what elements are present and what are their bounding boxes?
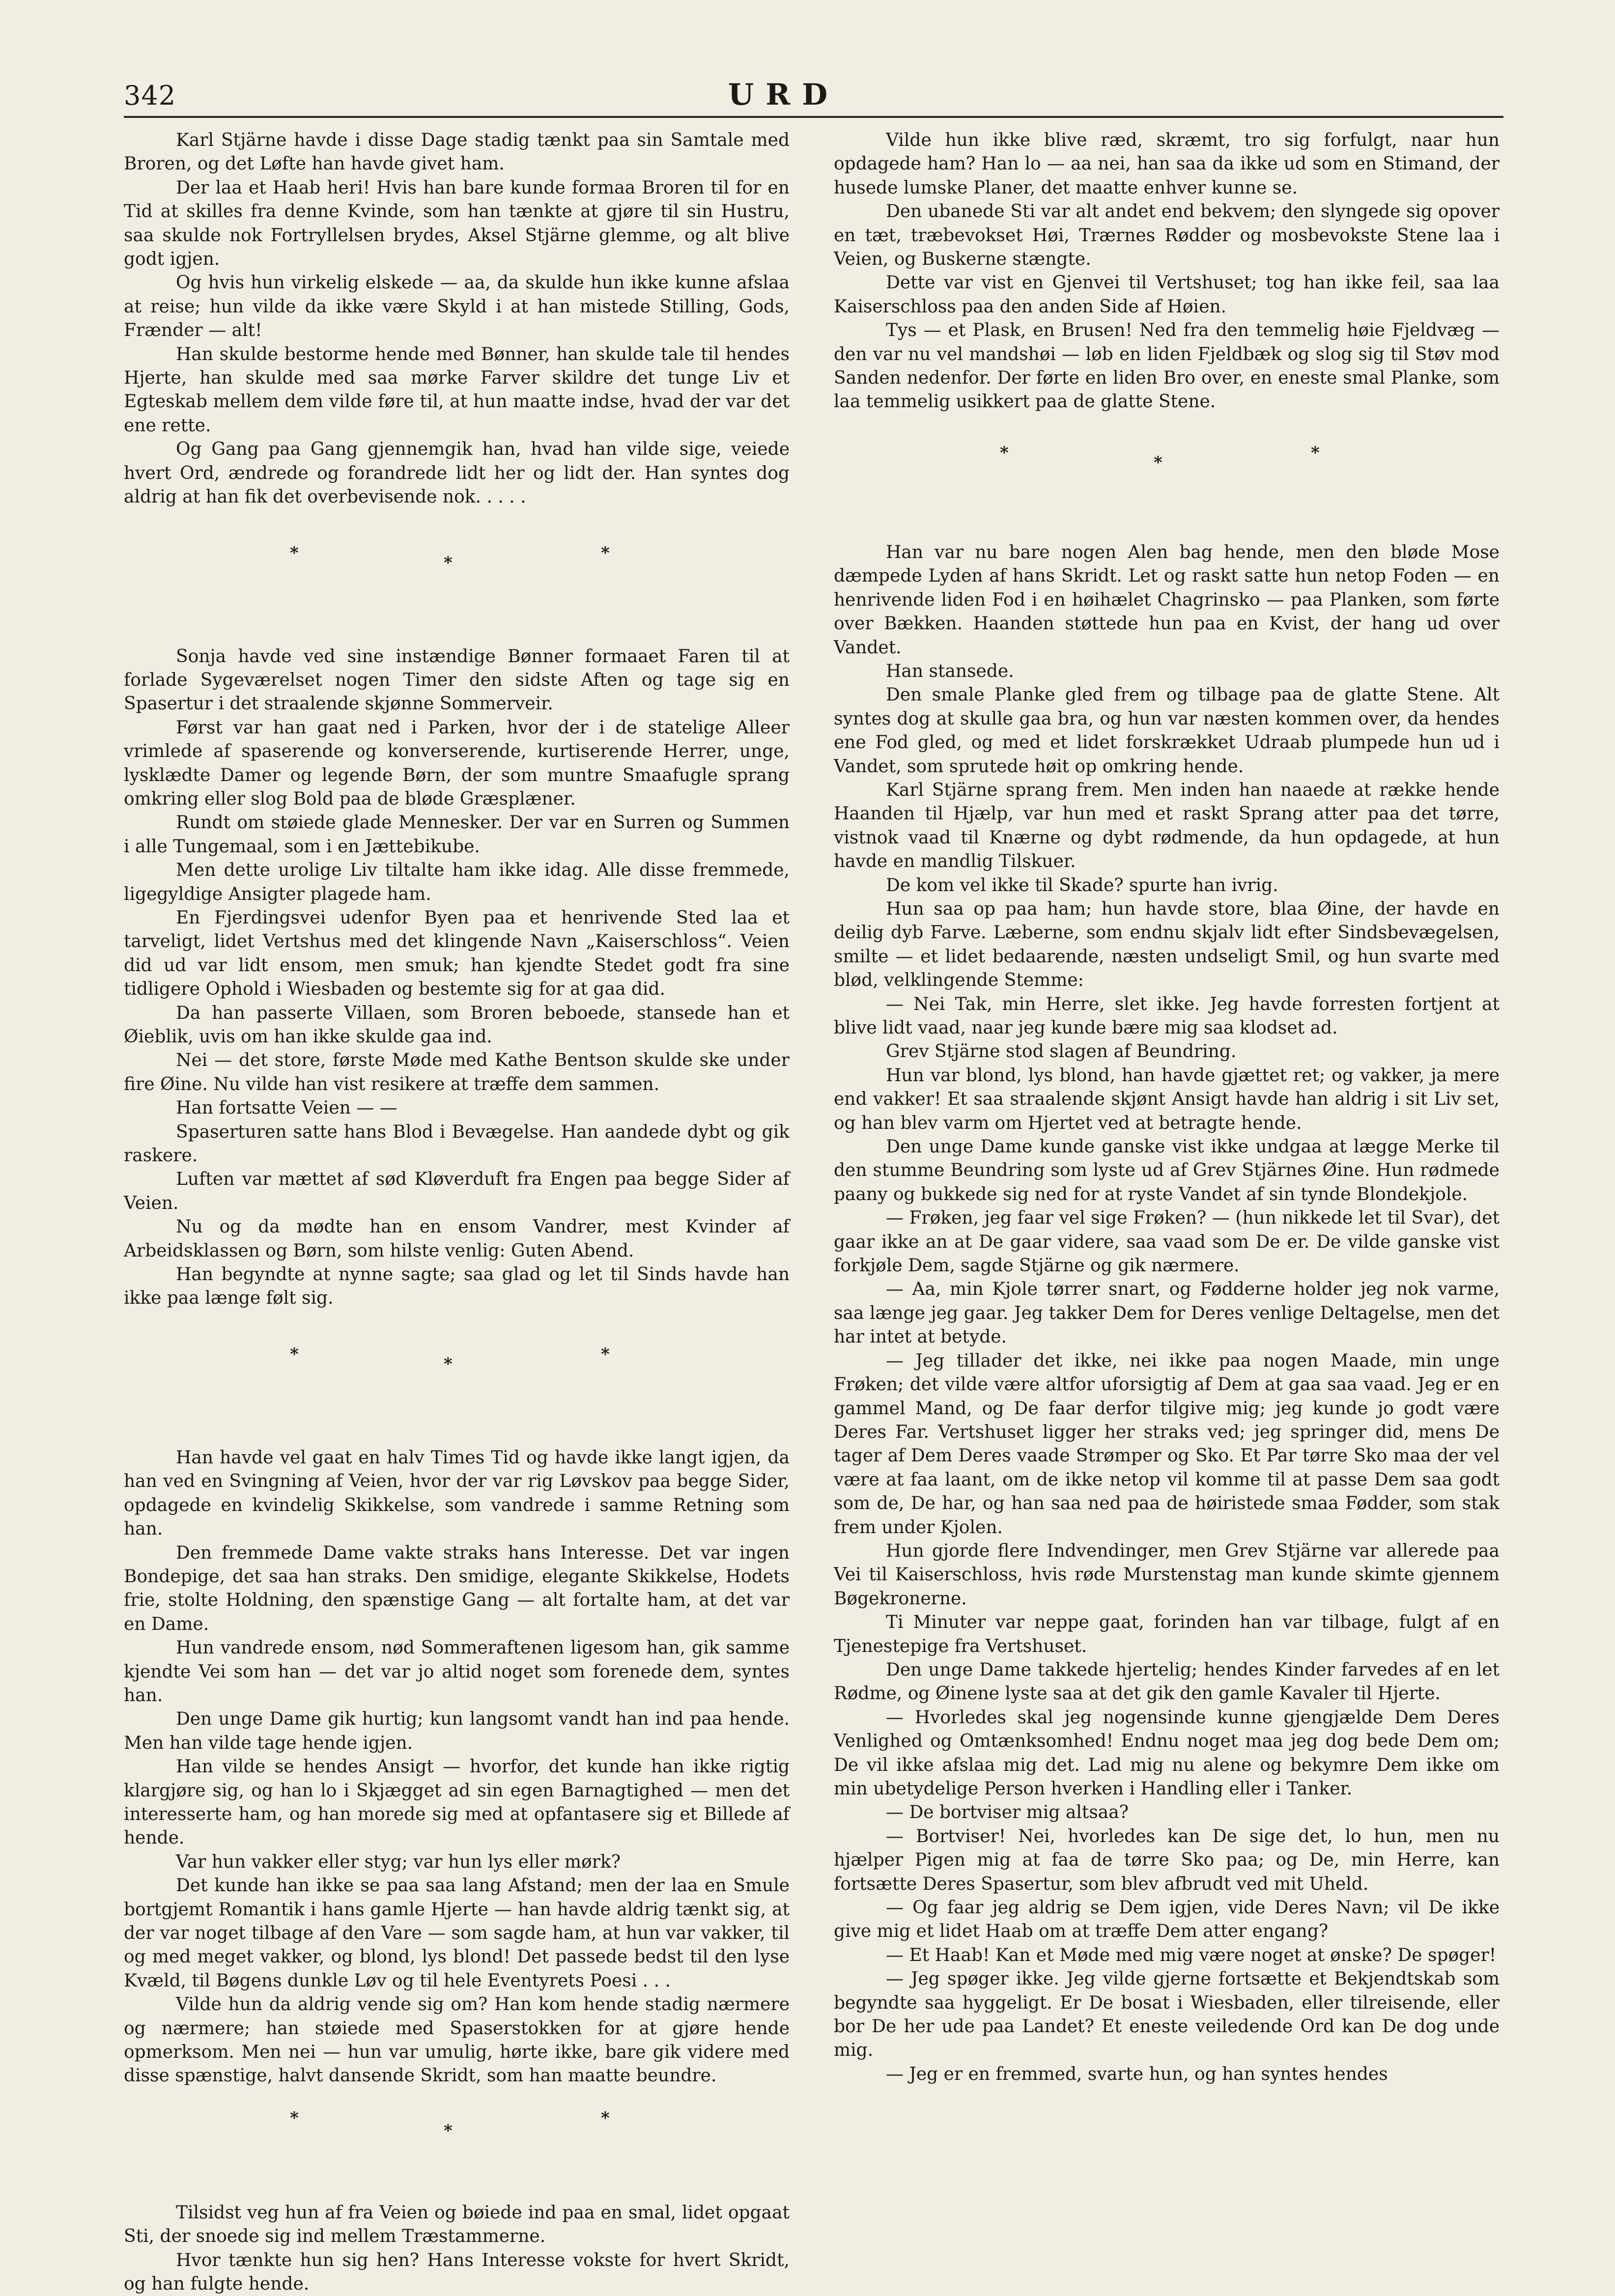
paragraph: Den ubanede Sti var alt andet end bekvem; den slyngede sig opover en tæt, træbevokset Høi, Trærnes Rødder og mosbevokste Stene laa i Veien, og Buskerne stængte. <box>834 201 1500 270</box>
paragraph: — Aa, min Kjole tørrer snart, og Fødderne holder jeg nok varme, saa længe jeg gaar. Jeg takker Dem for Deres venlige Deltagelse, men det har intet at betyde. <box>834 1279 1500 1347</box>
separator-star: * <box>444 553 453 573</box>
paragraph: Luften var mættet af sød Kløverduft fra Engen paa begge Sider af Veien. <box>124 1169 790 1213</box>
paragraph: Han fortsatte Veien — — <box>176 1098 397 1119</box>
section-separator <box>124 1311 790 1446</box>
separator-star: * <box>290 2108 299 2128</box>
paragraph: Han vilde se hendes Ansigt — hvorfor, det kunde han ikke rigtig klargjøre sig, og han lo i Skjægget ad sin egen Barnagtighed — men det interesserte ham, og han morede sig med at opfantasere sig et Billede af hende. <box>124 1757 790 1848</box>
paragraph: Rundt om støiede glade Mennesker. Der var en Surren og Summen i alle Tungemaal, som i en Jættebikube. <box>124 812 790 857</box>
separator-star: * <box>601 2108 610 2128</box>
section-separator <box>834 414 1500 541</box>
paragraph: — Og faar jeg aldrig se Dem igjen, vide Deres Navn; vil De ikke give mig et lidet Haab om at træffe Dem atter engang? <box>834 1898 1500 1942</box>
paragraph: — Bortviser! Nei, hvorledes kan De sige det, lo hun, men nu hjælper Pigen mig at faa de tørre Sko paa; og De, min Herre, kan fortsætte Deres Spasertur, som blev afbrudt ved mit Uheld. <box>834 1826 1500 1894</box>
separator-star: * <box>601 1344 610 1364</box>
paragraph: Først var han gaat ned i Parken, hvor der i de statelige Alleer vrimlede af spaserende og konverserende, kurtiserende Herrer, unge, lysklædte Damer og legende Børn, der som muntre Smaafugle sprang omkring eller slog Bold paa de bløde Græsplæner. <box>124 717 790 809</box>
paragraph: Og hvis hun virkelig elskede — aa, da skulde hun ikke kunne afslaa at reise; hun vilde da ikke være Skyld i at han mistede Stilling, Gods, Frænder — alt! <box>124 273 790 341</box>
paragraph: Da han passerte Villaen, som Broren beboede, stansede han et Øieblik, uvis om han ikke skulde gaa ind. <box>124 1003 790 1047</box>
paragraph: Han skulde bestorme hende med Bønner, han skulde tale til hendes Hjerte, han skulde med saa mørke Farver skildre det tunge Liv et Egteskab mellem dem vilde føre til, at hun maatte indse, hvad der var det ene rette. <box>124 344 790 436</box>
separator-star: * <box>601 543 610 563</box>
paragraph: Han begyndte at nynne sagte; saa glad og let til Sinds havde han ikke paa længe følt sig. <box>124 1264 790 1309</box>
paragraph: Den smale Planke gled frem og tilbage paa de glatte Stene. Alt syntes dog at skulle gaa bra, og hun var næsten kommen over, da hendes ene Fod gled, og med et lidet forskrækket Udraab plumpede hun ud i Vandet, som sprutede høit op omkring hende. <box>834 685 1500 777</box>
right-column <box>834 129 1500 2086</box>
paragraph: Ti Minuter var neppe gaat, forinden han var tilbage, fulgt af en Tjenestepige fra Vertshuset. <box>834 1612 1500 1656</box>
paragraph: — Nei Tak, min Herre, slet ikke. Jeg havde forresten fortjent at blive lidt vaad, naar jeg kunde bære mig saa klodset ad. <box>834 994 1500 1038</box>
paragraph: Det kunde han ikke se paa saa lang Afstand; men der laa en Smule bortgjemt Romantik i hans gamle Hjerte — han havde aldrig tænkt sig, at der var noget tilbage af den Vare — som sagde ham, at hun var vakker, til og med meget vakker, og blond, lys blond! Det passede bedst til den lyse Kvæld, til Bøgens dunkle Løv og til hele Eventyrets Poesi . . . <box>124 1876 790 1991</box>
paragraph: Tys — et Plask, en Brusen! Ned fra den temmelig høie Fjeldvæg — den var nu vel mandshøi — løb en liden Fjeldbæk og slog sig til Støv mod Sanden nedenfor. Der førte en liden Bro over, en eneste smal Planke, som laa temmelig usikkert paa de glatte Stene. <box>834 320 1500 412</box>
paragraph: Hvor tænkte hun sig hen? Hans Interesse vokste for hvert Skridt, og han fulgte hende. <box>124 2250 790 2295</box>
paragraph: — Jeg spøger ikke. Jeg vilde gjerne fortsætte et Bekjendtskab som begyndte saa hyggeligt. Er De bosat i Wiesbaden, eller tilreisende, eller bor De her ude paa Landet? Et eneste veiledende Ord kan De dog unde mig. <box>834 1969 1500 2061</box>
paragraph: — Jeg er en fremmed, svarte hun, og han syntes hendes <box>886 2064 1388 2084</box>
section-separator <box>124 509 790 645</box>
paragraph: Den unge Dame kunde ganske vist ikke undgaa at lægge Merke til den stumme Beundring som lyste ud af Grev Stjärnes Øine. Hun rødmede paany og bukkede sig ned for at ryste Vandet af sin tynde Blondekjole. <box>834 1137 1500 1204</box>
paragraph: Vilde hun da aldrig vende sig om? Han kom hende stadig nærmere og nærmere; han støiede med Spaserstokken for at gjøre hende opmerksom. Men nei — hun var umulig, hørte ikke, bare gik videre med disse spænstige, halvt dansende Skridt, som han maatte beundre. <box>124 1994 790 2086</box>
paragraph: Var hun vakker eller styg; var hun lys eller mørk? <box>176 1851 621 1872</box>
section-separator <box>124 2088 790 2201</box>
paragraph: Men dette urolige Liv tiltalte ham ikke idag. Alle disse fremmede, ligegyldige Ansigter plagede ham. <box>124 860 790 904</box>
paragraph: Tilsidst veg hun af fra Veien og bøiede ind paa en smal, lidet opgaat Sti, der snoede sig ind mellem Træstammerne. <box>124 2202 790 2247</box>
paragraph: Hun saa op paa ham; hun havde store, blaa Øine, der havde en deilig dyb Farve. Læberne, som endnu skjalv lidt efter Sindsbevægelsen, smilte — et lidet bedaarende, næsten undseligt Smil, og hun svarte med blød, velklingende Stemme: <box>834 898 1500 991</box>
paragraph: Og Gang paa Gang gjennemgik han, hvad han vilde sige, veiede hvert Ord, ændrede og forandrede lidt her og lidt der. Han syntes dog aldrig at han fik det overbevisende nok. . . . . <box>124 439 790 507</box>
page-number: 342 <box>124 80 176 111</box>
running-head-title: URD <box>728 78 840 112</box>
paragraph: — Et Haab! Kan et Møde med mig være noget at ønske? De spøger! <box>886 1945 1497 1965</box>
separator-star: * <box>1311 443 1320 463</box>
paragraph: Sonja havde ved sine instændige Bønner formaaet Faren til at forlade Sygeværelset nogen Timer den sidste Aften og tage sig en Spasertur i det straalende skjønne Sommerveir. <box>124 646 790 714</box>
header-rule <box>124 116 1503 118</box>
paragraph: En Fjerdingsvei udenfor Byen paa et henrivende Sted laa et tarveligt, lidet Vertshus med det klingende Navn „Kaiserschloss“. Veien did ud var lidt ensom, men smuk; han kjendte Stedet godt fra sine tidligere Ophold i Wiesbaden og bestemte sig for at gaa did. <box>124 907 790 1000</box>
paragraph: Grev Stjärne stod slagen af Beundring. <box>886 1041 1237 1062</box>
paragraph: Spaserturen satte hans Blod i Bevægelse. Han aandede dybt og gik raskere. <box>124 1121 790 1166</box>
paragraph: Hun vandrede ensom, nød Sommeraftenen ligesom han, gik samme kjendte Vei som han — det var jo altid noget som forenede dem, syntes han. <box>124 1638 790 1706</box>
separator-star: * <box>1000 443 1009 463</box>
paragraph: Karl Stjärne sprang frem. Men inden han naaede at række hende Haanden til Hjælp, var hun med et raskt Sprang atter paa det tørre, vistnok vaad til Knærne og dybt rødmende, da hun opdagede, at hun havde en mandlig Tilskuer. <box>834 780 1500 872</box>
paragraph: Vilde hun ikke blive ræd, skræmt, tro sig forfulgt, naar hun opdagede ham? Han lo — aa nei, han saa da ikke ud som en Stimand, der husede lumske Planer, det maatte enhver kunne se. <box>834 130 1500 198</box>
paragraph: Den fremmede Dame vakte straks hans Interesse. Det var ingen Bondepige, det saa han straks. Den smidige, elegante Skikkelse, Hodets frie, stolte Holdning, den spænstige Gang — alt fortalte ham, at det var en Dame. <box>124 1542 790 1634</box>
separator-star: * <box>444 2121 453 2141</box>
separator-star: * <box>1154 452 1162 473</box>
paragraph: Han havde vel gaat en halv Times Tid og havde ikke langt igjen, da han ved en Svingning af Veien, hvor der var rig Løvskov paa begge Sider, opdagede en kvindelig Skikkelse, som vandrede i samme Retning som han. <box>124 1447 790 1540</box>
paragraph: — Frøken, jeg faar vel sige Frøken? — (hun nikkede let til Svar), det gaar ikke an at De gaar videre, saa vaad som De er. De vilde ganske vist forkjøle Dem, sagde Stjärne og gik nærmere. <box>834 1208 1500 1276</box>
paragraph: Den unge Dame gik hurtig; kun langsomt vandt han ind paa hende. Men han vilde tage hende igjen. <box>124 1709 790 1753</box>
paragraph: De kom vel ikke til Skade? spurte han ivrig. <box>886 875 1278 896</box>
separator-star: * <box>290 1344 299 1364</box>
paragraph: Der laa et Haab heri! Hvis han bare kunde formaa Broren til for en Tid at skilles fra denne Kvinde, som han tænkte at gjøre til sin Hustru, saa skulde nok Fortryllelsen brydes, Aksel Stjärne glemme, og alt blive godt igjen. <box>124 177 790 270</box>
paragraph: Nei — det store, første Møde med Kathe Bentson skulde ske under fire Øine. Nu vilde han vist resikere at træffe dem sammen. <box>124 1050 790 1094</box>
paragraph: — Hvorledes skal jeg nogensinde kunne gjengjælde Dem Deres Venlighed og Omtænksomhed! Endnu noget maa jeg dog bede Dem om; De vil ikke afslaa mig det. Lad mig nu alene og bekymre Dem ikke om min ubetydelige Person hverken i Handling eller i Tanker. <box>834 1707 1500 1799</box>
paragraph: Karl Stjärne havde i disse Dage stadig tænkt paa sin Samtale med Broren, og det Løfte han havde givet ham. <box>124 130 790 174</box>
left-column <box>124 129 790 2296</box>
paragraph: — Jeg tillader det ikke, nei ikke paa nogen Maade, min unge Frøken; det vilde være altfor uforsigtig af Dem at gaa saa vaad. Jeg er en gammel Mand, og De faar derfor tilgive mig; jeg kunde jo godt være Deres Far. Vertshuset ligger her straks ved; jeg springer did, mens De tager af Dem Deres vaade Strømper og Sko. Et Par tørre Sko maa der vel være at faa laant, om de ikke netop vil komme til at passe Dem saa godt som de, De har, og han saa ned paa de høiristede smaa Fødder, som stak frem under Kjolen. <box>834 1350 1500 1538</box>
separator-star: * <box>290 543 299 563</box>
paragraph: Dette var vist en Gjenvei til Vertshuset; tog han ikke feil, saa laa Kaiserschloss paa den anden Side af Høien. <box>834 273 1500 317</box>
paragraph: Hun var blond, lys blond, han havde gjættet ret; og vakker, ja mere end vakker! Et saa straalende skjønt Ansigt havde han aldrig i sit Liv set, og han blev varm om Hjertet ved at betragte hende. <box>834 1065 1500 1133</box>
paragraph: Han var nu bare nogen Alen bag hende, men den bløde Mose dæmpede Lyden af hans Skridt. Let og raskt satte hun netop Foden — en henrivende liden Fod i en høihælet Chagrinsko — paa Planken, som førte over Bækken. Haanden støttede hun paa en Kvist, der hang ud over Vandet. <box>834 542 1500 658</box>
paragraph: Nu og da mødte han en ensom Vandrer, mest Kvinder af Arbeidsklassen og Børn, som hilste venlig: Guten Abend. <box>124 1217 790 1261</box>
separator-star: * <box>444 1354 453 1374</box>
paragraph: — De bortviser mig altsaa? <box>886 1802 1129 1823</box>
paragraph: Hun gjorde flere Indvendinger, men Grev Stjärne var allerede paa Vei til Kaiserschloss, hvis røde Murstenstag man kunde skimte gjennem Bøgekronerne. <box>834 1540 1500 1609</box>
paragraph: Den unge Dame takkede hjertelig; hendes Kinder farvedes af en let Rødme, og Øinene lyste saa at det gik den gamle Kavaler til Hjerte. <box>834 1659 1500 1704</box>
paragraph: Han stansede. <box>886 661 1014 681</box>
